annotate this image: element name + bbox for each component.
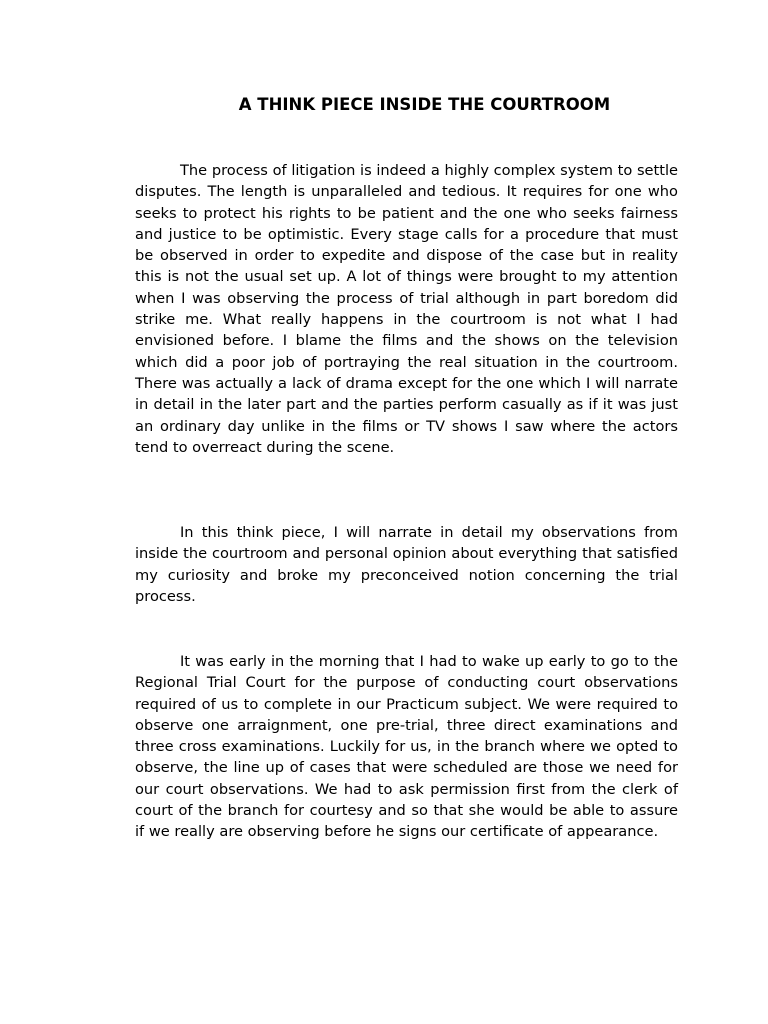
paragraph-morning-visit: It was early in the morning that I had to wake up early to go to the Regional Trial Court for the purpose of conducting court observations required of us to complete in our Practicum subject. We were required to observe one arraignment, one pre-trial, three direct examinations and three cross examinations. Luckily for us, in the branch where we opted to observe, the line up of cases that were scheduled are those we need for our court observations. We had to ask permission first from the clerk of court of the branch for courtesy and so that she would be able to assure if we really are observing before he signs our certificate of appearance. [135, 653, 678, 841]
document-title: A THINK PIECE INSIDE THE COURTROOM [238, 95, 611, 114]
paragraph-introduction: The process of litigation is indeed a highly complex system to settle disputes. The length is unparalleled and tedious. It requires for one who seeks to protect his rights to be patient and the one who seeks fairness and justice to be optimistic. Every stage calls for a procedure that must be observed in order to expedite and dispose of the case but in reality this is not the usual set up. A lot of things were brought to my attention when I was observing the process of trial although in part boredom did strike me. What really happens in the courtroom is not what I had envisioned before. I blame the films and the shows on the television which did a poor job of portraying the real situation in the courtroom. There was actually a lack of drama except for the one which I will narrate in detail in the later part and the parties perform casually as if it was just an ordinary day unlike in the films or TV shows I saw where the actors tend to overreact during the scene. [135, 162, 678, 456]
paragraph-purpose: In this think piece, I will narrate in detail my observations from inside the courtroom and personal opinion about everything that satisfied my curiosity and broke my preconceived notion concerning the trial process. [135, 524, 678, 605]
